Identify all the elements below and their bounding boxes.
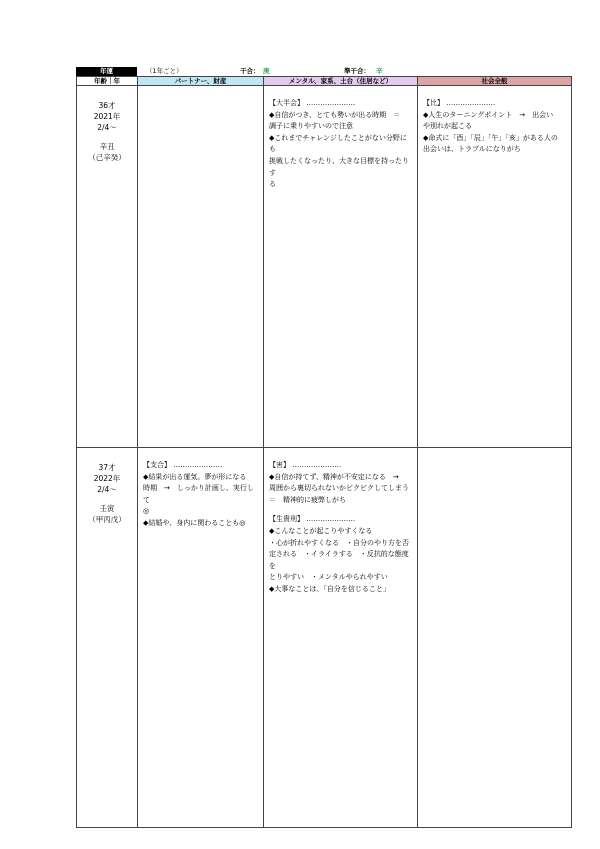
text-line: ◆大事なことは、「自分を信じること」 xyxy=(269,584,390,593)
fortune-sheet xyxy=(76,67,571,828)
table-row xyxy=(77,448,572,828)
text-line: 【比】 ………………… xyxy=(423,99,496,107)
text-line: ◆こんなことが起こりやすくなる xyxy=(269,526,373,535)
age-line: 36才 xyxy=(98,101,116,110)
text-line: る xyxy=(269,180,276,189)
age-cell xyxy=(77,448,138,828)
col-mental: メンタル、家系、土台（住居など） xyxy=(264,77,418,86)
kanshi-line: 辛丑 xyxy=(99,142,115,151)
text-line: ◆自信が持てず、精神が不安定になる → xyxy=(269,472,399,481)
kanshi-line: 壬寅 xyxy=(99,504,115,513)
jun-label: 準干合： xyxy=(344,67,370,75)
text-line: 定される ・イライラする ・反抗的な態度を xyxy=(269,550,409,570)
text-line: 調子に乗りやすいので注意 xyxy=(269,122,353,131)
text-line: 出会いは、トラブルになりがち xyxy=(423,145,521,154)
year-line: 2021年 xyxy=(93,112,121,121)
age-cell xyxy=(77,86,138,448)
fortune-table xyxy=(76,76,572,828)
text-line: 【支合】 ………………… xyxy=(143,461,223,469)
col-partner: パートナー、財産 xyxy=(138,77,264,86)
text-line: 【害】 ………………… xyxy=(269,461,342,469)
social-cell xyxy=(418,448,572,828)
partner-cell xyxy=(138,448,264,828)
social-cell xyxy=(418,86,572,448)
partner-cell xyxy=(138,86,264,448)
header-row xyxy=(76,67,571,76)
text-line: ◆これまでチャレンジしたことがない分野にも xyxy=(269,133,407,154)
kan-label: 干合： xyxy=(240,67,260,75)
text-line: ◎ xyxy=(143,507,150,516)
spacer xyxy=(77,495,137,503)
col-social: 社会全般 xyxy=(418,77,572,86)
text-line: ・心が折れやすくなる ・自分のやり方を否 xyxy=(269,538,409,547)
sheet-title: 年運 xyxy=(76,67,137,76)
text-line: 【生貴刑】 ………………… xyxy=(269,515,356,524)
zokan-line: （甲丙戊） xyxy=(88,515,126,524)
mental-cell xyxy=(264,86,418,448)
text-line: ◆結果が出る運気。夢が形になる xyxy=(143,472,247,481)
text-line: 時期 → しっかり計画し、実行して xyxy=(143,484,254,504)
text-line: ◆自信がつき、とても勢いが出る時期 ＝ xyxy=(269,110,401,119)
text-line: 周囲から裏切られないかビクビクしてしまう xyxy=(269,484,409,493)
column-header-row xyxy=(77,77,572,86)
text-line: 【大半会】 ………………… xyxy=(269,99,356,107)
text-line: ◆人生のターニングポイント → 出会い xyxy=(423,110,554,119)
zokan-line: （己辛癸） xyxy=(88,153,126,162)
text-line: とりやすい ・メンタルやられやすい xyxy=(269,573,388,582)
text-line: や別れが起こる xyxy=(423,122,472,131)
age-line: 37才 xyxy=(98,463,116,472)
table-row xyxy=(77,86,572,448)
text-line: ◆結婚や、身内に関わることも◎ xyxy=(143,518,246,527)
text-line: ＝ 精神的に疲弊しがち xyxy=(269,495,346,504)
jun-value: 辛 xyxy=(376,67,383,75)
col-age: 年齢｜年 xyxy=(77,77,138,86)
period-note: （1年ごと） xyxy=(146,67,183,75)
kan-value: 庚 xyxy=(263,67,270,75)
text-line: 挑戦したくなったり、大きな目標を持ったりす xyxy=(269,156,409,177)
date-line: 2/4〜 xyxy=(97,123,117,132)
spacer xyxy=(269,506,413,514)
mental-cell xyxy=(264,448,418,828)
spacer xyxy=(77,133,137,141)
text-line: ◆命式に「酉」「辰」「午」「亥」がある人の xyxy=(423,133,558,142)
year-line: 2022年 xyxy=(93,474,121,483)
date-line: 2/4〜 xyxy=(97,485,117,494)
